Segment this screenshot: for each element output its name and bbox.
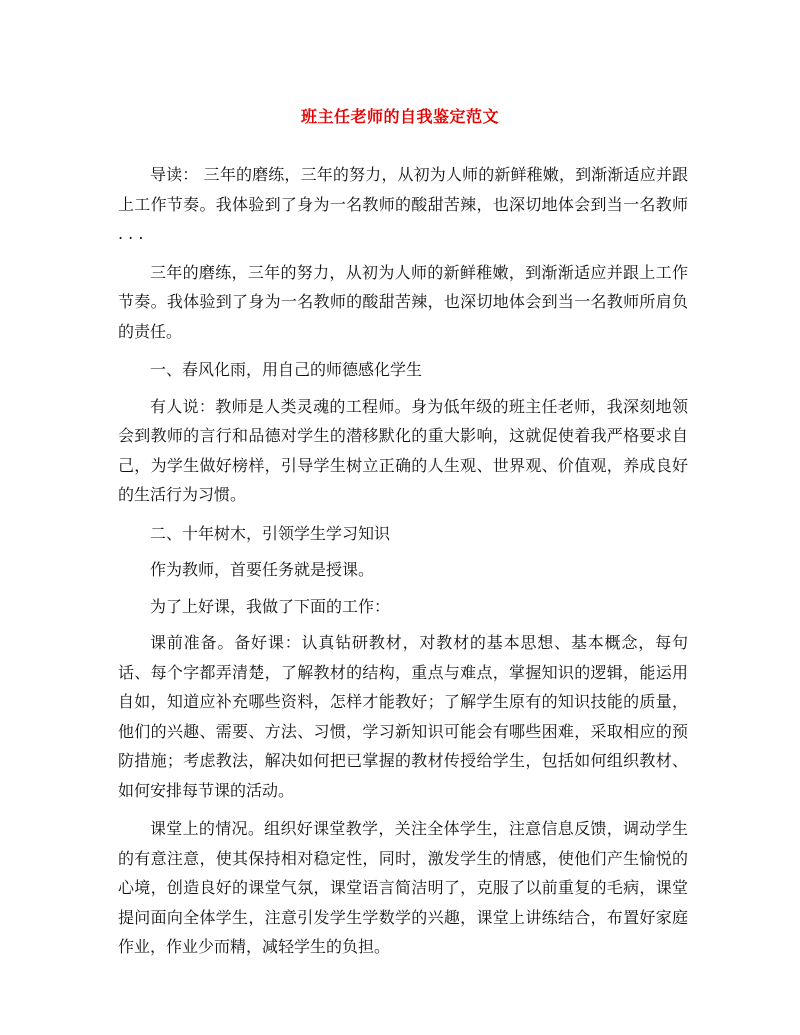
document-body (118, 160, 688, 971)
paragraph-work-intro: 为了上好课，我做了下面的工作： (150, 596, 391, 616)
paragraph-section-1: 有人说：教师是人类灵魂的工程师。身为低年级的班主任老师，我深刻地领会到教师的言行和品德对学生的潜移默化的重大影响，这就促使着我严格要求自己，为学生做好榜样，引导学生树立正确的人生观、世界观、价值观，养成良好的生活行为习惯。 (118, 396, 688, 504)
section-heading-2: 二、十年树木，引领学生学习知识 (150, 523, 391, 543)
paragraph-teaching-task: 作为教师，首要任务就是授课。 (150, 560, 375, 579)
paragraph-classroom: 课堂上的情况。组织好课堂教学，关注全体学生，注意信息反馈，调动学生的有意注意，使其保持相对稳定性，同时，激发学生的情感，使他们产生愉悦的心境，创造良好的课堂气氛，课堂语言简洁明了，克服了以前重复的毛病，课堂提问面向全体学生，注意引发学生学数学的兴趣，课堂上讲练结合，布置好家庭作业，作业少而精，减轻学生的负担。 (118, 819, 688, 956)
paragraph-lesson-prep: 课前准备。备好课：认真钻研教材，对教材的基本思想、基本概念，每句话、每个字都弄清楚，了解教材的结构，重点与难点，掌握知识的逻辑，能运用自如，知道应补充哪些资料，怎样才能教好；了解学生原有的知识技能的质量，他们的兴趣、需要、方法、习惯，学习新知识可能会有哪些困难，采取相应的预防措施；考虑教法，解决如何把已掌握的教材传授给学生，包括如何组织教材、如何安排每节课的活动。 (118, 633, 688, 800)
section-heading-1: 一、春风化雨，用自己的师德感化学生 (150, 360, 423, 379)
paragraph-summary: 三年的磨练，三年的努力，从初为人师的新鲜稚嫩，到渐渐适应并跟上工作节奏。我体验到了身为一名教师的酸甜苦辣，也深切地体会到当一名教师所肩负的责任。 (118, 262, 688, 341)
document-title: 班主任老师的自我鉴定范文 (300, 107, 499, 126)
paragraph-intro: 导读： 三年的磨练，三年的努力，从初为人师的新鲜稚嫩，到渐渐适应并跟上工作节奏。我体验到了身为一名教师的酸甜苦辣，也深切地体会到当一名教师 . . . (118, 165, 688, 243)
